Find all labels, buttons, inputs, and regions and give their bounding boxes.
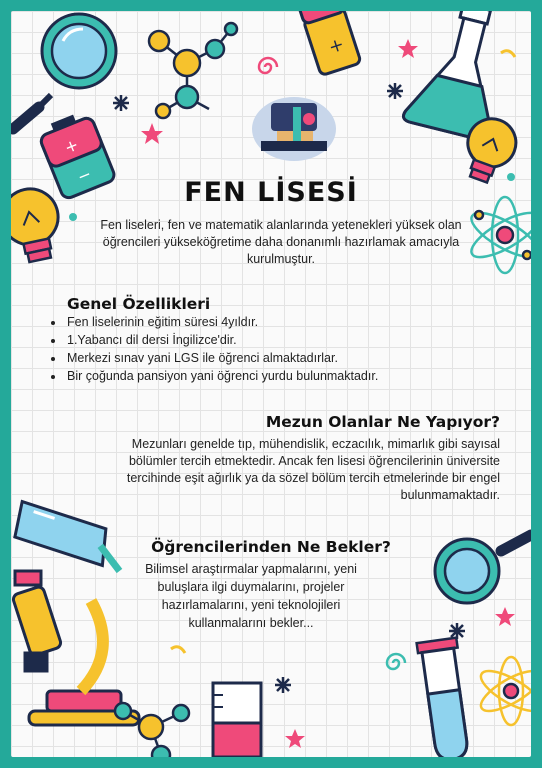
science-photo: [252, 97, 336, 161]
list-item: • 1.Yabancı dil dersi İngilizce'dir.: [65, 331, 378, 349]
general-list: [49, 313, 378, 385]
expectations-heading: Öğrencilerinden Ne Bekler?: [151, 538, 391, 556]
list-item: • Fen liselerinin eğitim süresi 4yıldır.: [65, 313, 378, 331]
svg-text:+: +: [61, 134, 82, 158]
graduates-paragraph: Mezunları genelde tıp, mühendislik, eczacılık, mimarlık gibi sayısal bölümler tercih etmektedir. Ancak fen lisesi öğrencilerinin üniversite tercihinde eşit ağırlık ya da sözel bölüm tercih etmelerinde bir engel bulunmamaktadır.: [126, 437, 500, 502]
poster: [11, 11, 531, 757]
atom-icon: [476, 657, 531, 725]
svg-text:−: −: [74, 163, 95, 187]
beaker-icon: [213, 683, 261, 757]
molecule-icon: [115, 703, 189, 757]
list-item: • Merkezi sınav yani LGS ile öğrenci almaktadırlar.: [65, 349, 378, 367]
magnifier-icon: [13, 14, 116, 129]
goggles-icon: [11, 502, 131, 571]
molecule-icon: [149, 23, 237, 118]
expectations-paragraph: Bilimsel araştırmalar yapmalarını, yeni buluşlara ilgi duymalarını, projeler hazırlamalarını, yeni teknolojileri kullanmalarını bekler...: [145, 562, 357, 630]
general-heading: Genel Özellikleri: [67, 295, 211, 313]
svg-text:+: +: [325, 33, 347, 59]
test-tube-icon: [417, 638, 473, 757]
battery-icon: [296, 11, 361, 76]
microscope-icon: [12, 571, 139, 725]
page-title: FEN LİSESİ: [184, 177, 358, 208]
intro-paragraph: Fen liseleri, fen ve matematik alanlarında yetenekleri yüksek olan öğrencileri yükseköğretime daha donanımlı hazırlamak amacıyla kurulmuştur.: [100, 218, 462, 266]
list-item: • Bir çoğunda pansiyon yani öğrenci yurdu bulunmaktadır.: [65, 367, 378, 385]
graduates-heading: Mezun Olanlar Ne Yapıyor?: [265, 413, 500, 431]
